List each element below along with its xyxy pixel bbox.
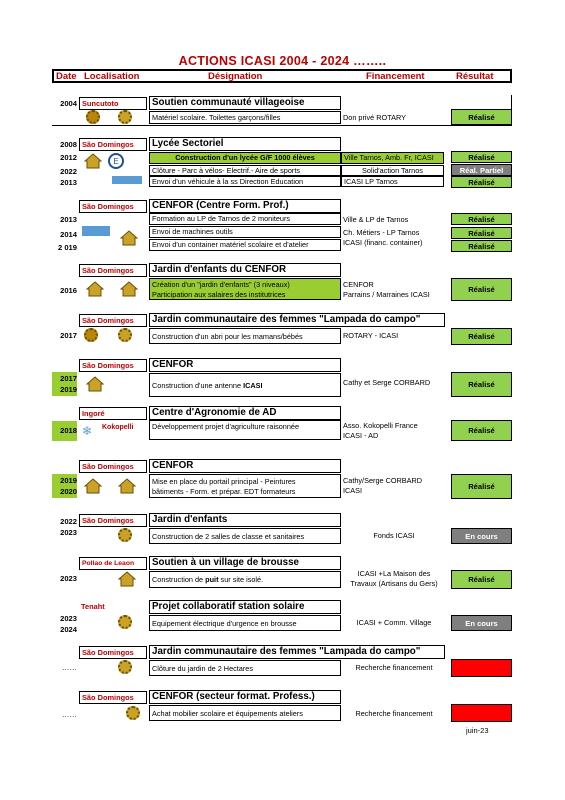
page-title: ACTIONS ICASI 2004 - 2024 …….. bbox=[178, 54, 387, 68]
header-localisation: Localisation bbox=[84, 71, 140, 82]
row-designation: Clôture - Parc à vélos- Electrif.- Aire de sports bbox=[149, 165, 341, 176]
status-badge: Réalisé bbox=[451, 474, 512, 499]
table-header bbox=[52, 69, 512, 83]
row-date: 2017 bbox=[60, 331, 77, 340]
house-logo-icon bbox=[118, 478, 136, 494]
designation-line: Création d'un "jardin d'enfants" (3 niveaux) bbox=[152, 280, 290, 289]
row-designation: Clôture du jardin de 2 Hectares bbox=[149, 660, 341, 676]
row-designation bbox=[149, 373, 341, 397]
row-financement: Don privé ROTARY bbox=[343, 113, 406, 122]
row-date: 2014 bbox=[60, 230, 77, 239]
status-badge: Réalisé bbox=[451, 278, 512, 301]
date-line: 2022 bbox=[60, 517, 77, 526]
header-resultat: Résultat bbox=[456, 71, 494, 82]
row-date bbox=[48, 613, 77, 635]
section-location: São Domingos bbox=[79, 264, 147, 277]
row-date: 2 019 bbox=[57, 243, 77, 252]
row-date: 2016 bbox=[60, 286, 77, 295]
status-badge bbox=[451, 659, 512, 677]
section-location: Ingoré bbox=[79, 407, 147, 420]
date-line: 2020 bbox=[60, 487, 77, 496]
header-designation: Désignation bbox=[208, 71, 263, 82]
kokopelli-logo-icon: Kokopelli bbox=[102, 424, 134, 431]
row-date bbox=[52, 516, 77, 538]
section-location: Tenaht bbox=[79, 601, 147, 614]
section-heading: CENFOR (secteur format. Profess.) bbox=[149, 690, 341, 704]
status-badge: Réalisé bbox=[451, 151, 512, 163]
row-financement bbox=[343, 569, 445, 588]
designation-line: Participation aux salaires des institutrices bbox=[152, 289, 286, 299]
financement-line: Travaux (Artisans du Gers) bbox=[350, 578, 438, 588]
status-badge bbox=[451, 704, 512, 722]
section-location: São Domingos bbox=[79, 138, 147, 151]
header-date: Date bbox=[56, 71, 77, 82]
section-heading: Jardin communautaire des femmes "Lampada do campo" bbox=[149, 313, 445, 327]
designation-text: Construction de bbox=[152, 575, 206, 584]
house-logo-icon bbox=[118, 528, 132, 542]
status-badge: Réal. Partiel bbox=[451, 164, 512, 176]
status-badge: Réalisé bbox=[451, 176, 512, 188]
status-badge: Réalisé bbox=[451, 109, 512, 125]
status-badge: Réalisé bbox=[451, 240, 512, 252]
house-logo-icon bbox=[84, 478, 102, 494]
section-location: São Domingos bbox=[79, 460, 147, 473]
section-heading: Projet collaboratif station solaire bbox=[149, 600, 341, 614]
status-badge: Réalisé bbox=[451, 328, 512, 345]
row-designation bbox=[149, 571, 341, 588]
row-financement: ICASI (financ. container) bbox=[343, 238, 423, 247]
date-line: 2019 bbox=[60, 476, 77, 485]
house-logo-icon bbox=[120, 230, 138, 246]
house-logo-icon bbox=[120, 281, 138, 297]
house-logo-icon bbox=[84, 153, 102, 169]
row-designation: Envoi d'un container matériel scolaire et d'atelier bbox=[149, 239, 341, 251]
row-date: 2004 bbox=[60, 99, 77, 108]
status-badge: Réalisé bbox=[451, 227, 512, 239]
section-heading: Jardin d'enfants bbox=[149, 513, 341, 527]
section-location: São Domingos bbox=[79, 514, 147, 527]
row-financement: Ch. Métiers - LP Tarnos bbox=[343, 228, 420, 237]
row-financement: Ville Tarnos, Amb. Fr, ICASI bbox=[341, 152, 444, 164]
status-badge: Réalisé bbox=[451, 570, 512, 589]
row-designation: Achat mobilier scolaire et équipements ateliers bbox=[149, 705, 341, 721]
financement-line: ICASI bbox=[343, 485, 363, 495]
row-date: 2013 bbox=[60, 178, 77, 187]
date-line: 2023 bbox=[60, 614, 77, 623]
house-logo-icon bbox=[118, 328, 132, 342]
financement-line: Asso. Kokopelli France bbox=[343, 421, 418, 430]
section-heading: Soutien communauté villageoise bbox=[149, 96, 341, 110]
row-financement: Fonds ICASI bbox=[373, 531, 415, 540]
row-financement: ROTARY - ICASI bbox=[343, 331, 399, 340]
row-designation: Matériel scolaire. Toilettes garçons/filles bbox=[149, 111, 341, 124]
section-heading: Lycée Sectoriel bbox=[149, 137, 341, 151]
tarnos-logo-icon bbox=[112, 176, 142, 184]
row-designation: Construction de 2 salles de classe et sanitaires bbox=[149, 528, 341, 544]
date-line: 2024 bbox=[60, 625, 77, 634]
status-badge: En cours bbox=[451, 528, 512, 544]
financement-line: ICASI +La Maison des bbox=[357, 569, 431, 578]
date-line: 2023 bbox=[60, 528, 77, 537]
row-date: 2023 bbox=[60, 574, 77, 583]
status-badge: En cours bbox=[451, 615, 512, 631]
row-designation: Formation au LP de Tarnos de 2 moniteurs bbox=[149, 213, 341, 225]
section-location: São Domingos bbox=[79, 200, 147, 213]
date-line: 2019 bbox=[60, 385, 77, 394]
row-date: …… bbox=[61, 710, 77, 719]
section-heading: CENFOR bbox=[149, 358, 341, 372]
row-date bbox=[52, 372, 77, 396]
section-location: São Domingos bbox=[79, 359, 147, 372]
section-location: São Domingos bbox=[79, 646, 147, 659]
row-financement: Solid'action Tarnos bbox=[341, 165, 444, 176]
rotary-gear-icon bbox=[84, 328, 98, 342]
section-heading: CENFOR bbox=[149, 459, 341, 473]
row-designation bbox=[149, 278, 341, 300]
designation-bold: ICASI bbox=[243, 381, 263, 390]
house-logo-icon bbox=[126, 706, 140, 720]
section-heading: Soutien à un village de brousse bbox=[149, 556, 341, 570]
status-badge: Réalisé bbox=[451, 420, 512, 441]
section-location: São Domingos bbox=[79, 314, 147, 327]
section-heading: Centre d'Agronomie de AD bbox=[149, 406, 341, 420]
financement-line: Cathy/Serge CORBARD bbox=[343, 476, 423, 485]
row-financement: ICASI LP Tarnos bbox=[341, 176, 444, 187]
row-designation: Construction d'un lycée G/F 1000 élèves bbox=[149, 152, 341, 164]
row-financement bbox=[343, 280, 443, 299]
row-date bbox=[52, 474, 77, 498]
row-financement bbox=[343, 421, 443, 440]
house-logo-icon bbox=[118, 660, 132, 674]
row-designation: Envoi de machines outils bbox=[149, 226, 341, 238]
section-location: São Domingos bbox=[79, 691, 147, 704]
row-date: 2008 bbox=[60, 140, 77, 149]
financement-line: CENFOR bbox=[343, 280, 374, 289]
house-logo-icon bbox=[118, 571, 136, 587]
row-date: 2012 bbox=[60, 153, 77, 162]
section-heading: CENFOR (Centre Form. Prof.) bbox=[149, 199, 341, 213]
french-embassy-icon bbox=[106, 153, 126, 169]
snowflake-icon: ❄ bbox=[82, 424, 93, 438]
row-financement: Ville & LP de Tarnos bbox=[343, 215, 409, 224]
financement-line: Parrains / Marraines ICASI bbox=[343, 289, 430, 299]
house-logo-icon bbox=[86, 376, 104, 392]
row-designation: Construction d'un abri pour les mamans/bébés bbox=[149, 328, 341, 344]
header-financement: Financement bbox=[366, 71, 425, 82]
designation-bold: puit bbox=[205, 575, 219, 584]
row-date: 2013 bbox=[60, 215, 77, 224]
row-designation: Envoi d'un véhicule à la ss Direction Education bbox=[149, 176, 341, 187]
row-date: 2018 bbox=[52, 421, 77, 441]
designation-text: sur site isolé. bbox=[218, 575, 264, 584]
status-badge: Réalisé bbox=[451, 372, 512, 397]
row-financement bbox=[343, 476, 443, 495]
section-heading: Jardin communautaire des femmes "Lampada do campo" bbox=[149, 645, 445, 659]
row-designation: Equipement électrique d'urgence en brousse bbox=[149, 615, 341, 631]
svg-text:E: E bbox=[113, 157, 119, 166]
financement-line: ICASI - AD bbox=[343, 430, 379, 440]
designation-line: bâtiments - Form. et prépar. EDT formateurs bbox=[152, 486, 296, 496]
house-logo-icon bbox=[86, 281, 104, 297]
row-financement: ICASI + Comm. Village bbox=[356, 618, 432, 627]
designation-text: Construction d'une antenne bbox=[152, 381, 244, 390]
status-badge: Réalisé bbox=[451, 213, 512, 225]
row-designation: Développement projet d'agriculture raisonnée bbox=[149, 420, 341, 440]
section-heading: Jardin d'enfants du CENFOR bbox=[149, 263, 341, 277]
row-designation bbox=[149, 474, 341, 498]
footer-date: juin-23 bbox=[466, 726, 489, 735]
row-date: …… bbox=[61, 663, 77, 672]
section-location: Pollao de Leaon bbox=[79, 557, 147, 570]
row-financement: Recherche financement bbox=[355, 663, 433, 672]
house-logo-icon bbox=[118, 615, 132, 629]
designation-line: Mise en place du portail principal - Peintures bbox=[152, 477, 296, 486]
row-financement: Recherche financement bbox=[355, 709, 433, 718]
row-financement: Cathy et Serge CORBARD bbox=[343, 378, 431, 387]
date-line: 2017 bbox=[60, 374, 77, 383]
section-location: Suncutoto bbox=[79, 97, 147, 110]
section-frame bbox=[52, 95, 512, 126]
tarnos-logo-icon bbox=[82, 226, 110, 236]
row-date: 2022 bbox=[60, 167, 77, 176]
